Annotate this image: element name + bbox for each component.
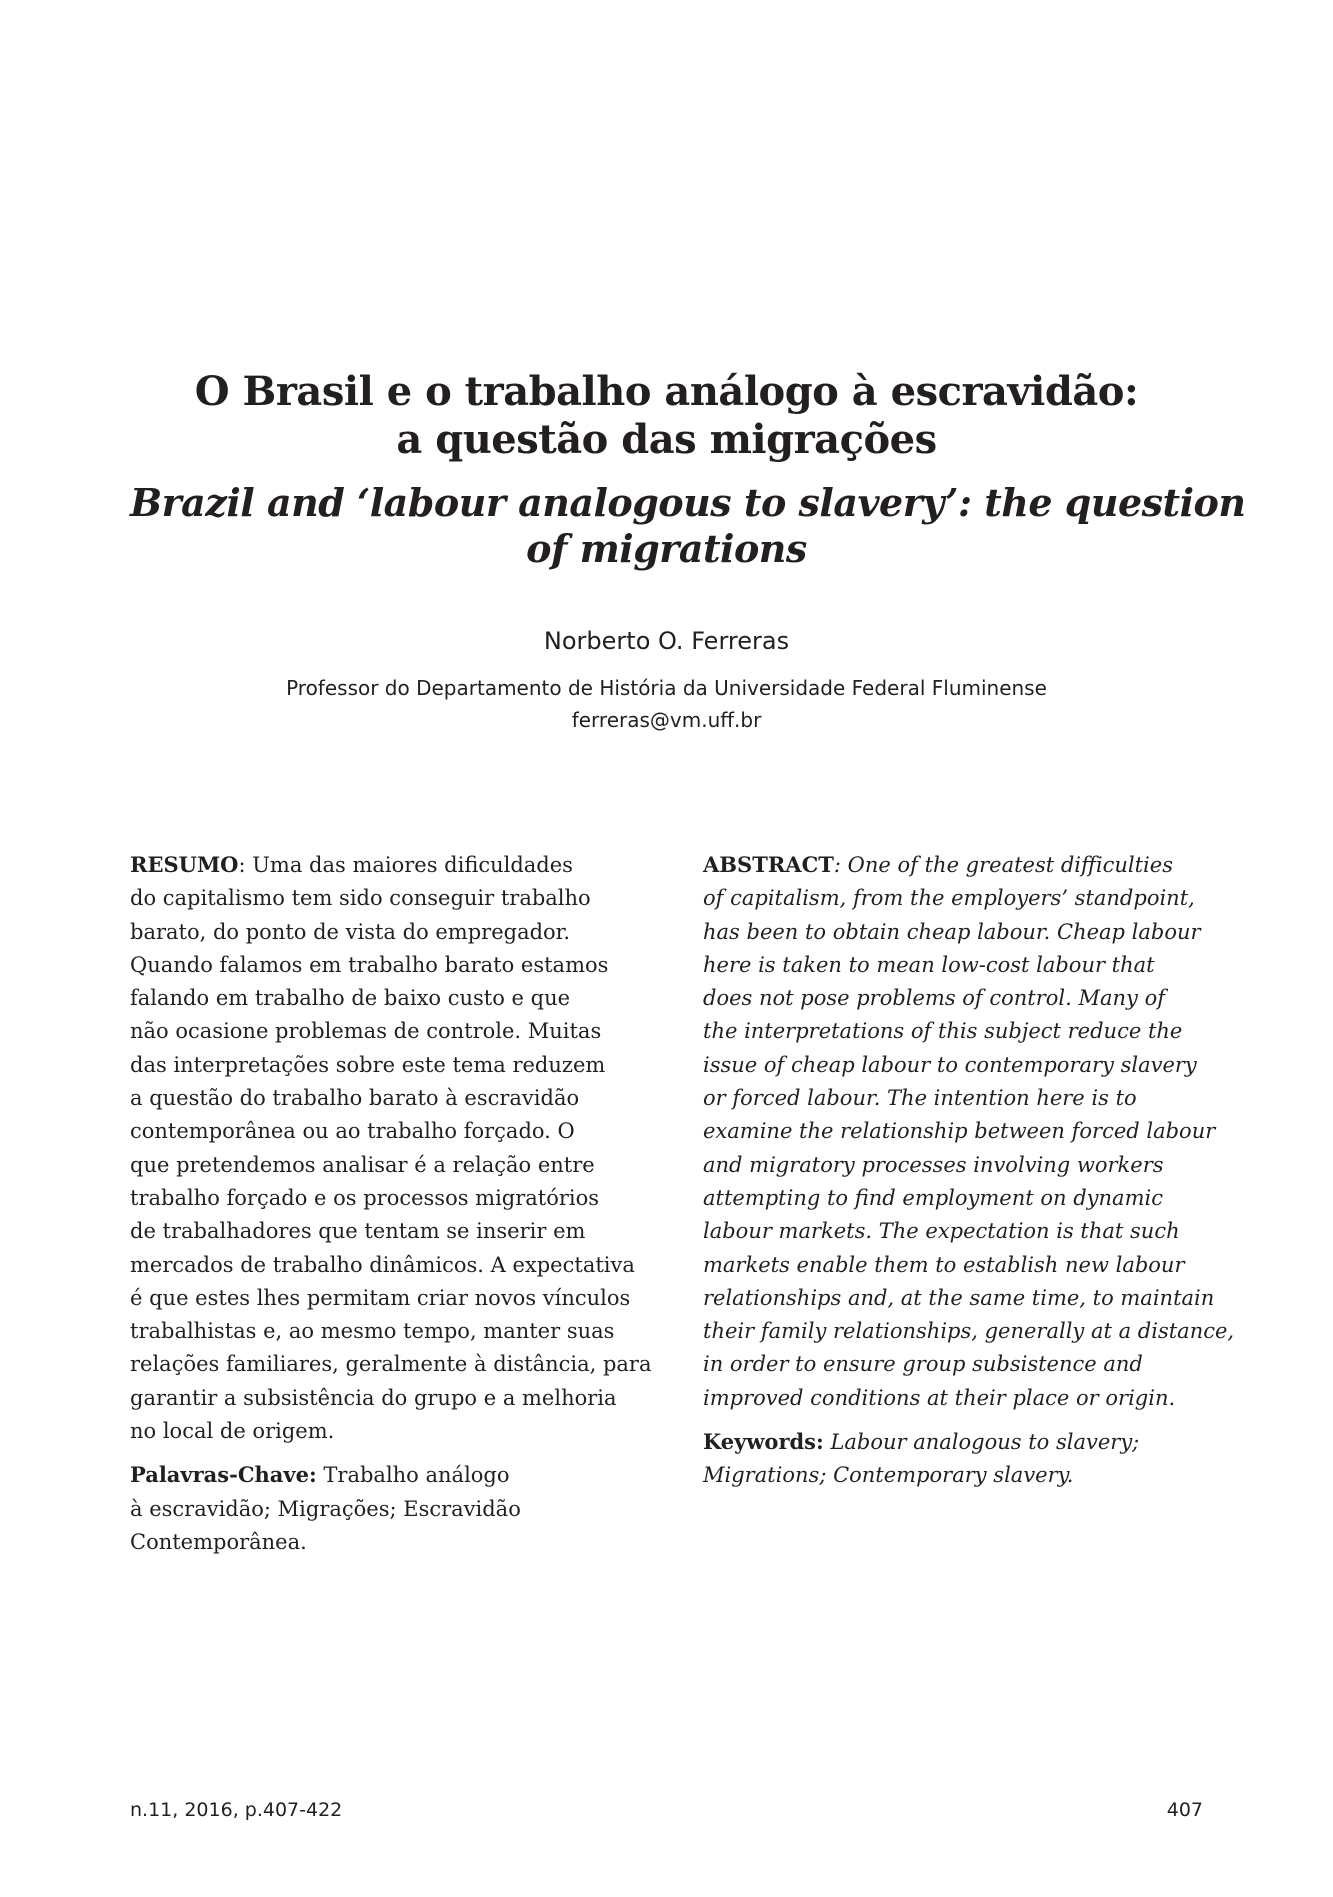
resumo-line: não ocasione problemas de controle. Muitas [130, 1019, 602, 1044]
resumo-keywords-first-line [130, 1458, 640, 1492]
abstract-line: markets enable them to establish new labour [703, 1252, 1185, 1277]
resumo-line: no local de origem. [130, 1419, 335, 1444]
title-pt-line: a questão das migrações [396, 416, 937, 463]
title-block [130, 368, 1246, 572]
title-portuguese [130, 368, 1203, 464]
resumo-line: falando em trabalho de baixo custo e que [130, 986, 571, 1011]
title-pt-line: O Brasil e o trabalho análogo à escravidão: [194, 368, 1139, 415]
abstract-paragraph [703, 848, 1235, 1415]
abstract-line: issue of cheap labour to contemporary slavery [703, 1052, 1197, 1077]
page-number: 407 [1166, 1799, 1203, 1821]
abstract-keywords-first-line [703, 1425, 1223, 1459]
resumo-keywords-text: Trabalho análogo [316, 1463, 510, 1488]
author-affiliation: Professor do Departamento de História da Universidade Federal Fluminense [286, 676, 1047, 700]
footer-citation: n.11, 2016, p.407-422 [130, 1799, 343, 1821]
resumo-column [130, 848, 652, 1559]
abstract-label: ABSTRACT [703, 852, 834, 877]
author-affiliation-block [130, 672, 1203, 736]
resumo-keywords-line: à escravidão; Migrações; Escravidão [130, 1496, 521, 1521]
abstract-line: labour markets. The expectation is that such [703, 1219, 1180, 1244]
abstract-line: relationships and, at the same time, to maintain [703, 1285, 1215, 1310]
abstract-line: and migratory processes involving workers [703, 1152, 1164, 1177]
resumo-line: mercados de trabalho dinâmicos. A expectativa [130, 1252, 635, 1277]
resumo-line: barato, do ponto de vista do empregador. [130, 919, 571, 944]
abstract-line: their family relationships, generally at a distance, [703, 1319, 1235, 1344]
resumo-line: do capitalismo tem sido conseguir trabalho [130, 886, 591, 911]
abstract-line: of capitalism, from the employers’ standpoint, [703, 886, 1195, 911]
abstract-keywords-line: Migrations; Contemporary slavery. [703, 1463, 1074, 1488]
author-name: Norberto O. Ferreras [543, 627, 790, 655]
resumo-line: das interpretações sobre este tema reduzem [130, 1052, 606, 1077]
resumo-line: trabalhistas e, ao mesmo tempo, manter suas [130, 1319, 615, 1344]
abstract-line: in order to ensure group subsistence and [703, 1352, 1143, 1377]
resumo-line: é que estes lhes permitam criar novos vínculos [130, 1285, 631, 1310]
abstract-line: the interpretations of this subject reduce the [703, 1019, 1183, 1044]
resumo-first-line [130, 848, 640, 882]
resumo-line: de trabalhadores que tentam se inserir em [130, 1219, 586, 1244]
resumo-keywords-label: Palavras-Chave: [130, 1462, 317, 1488]
abstract-line: examine the relationship between forced labour [703, 1119, 1216, 1144]
resumo-keywords [130, 1458, 640, 1559]
abstract-line: improved conditions at their place or origin. [703, 1385, 1176, 1410]
resumo-paragraph [130, 848, 652, 1448]
title-en-line: Brazil and ‘labour analogous to slavery’: the question [130, 480, 1246, 525]
abstract-line: has been to obtain cheap labour. Cheap labour [703, 919, 1201, 944]
abstract-keywords [703, 1425, 1223, 1493]
resumo-line: a questão do trabalho barato à escravidão [130, 1086, 580, 1111]
resumo-line: trabalho forçado e os processos migratórios [130, 1185, 600, 1210]
abstract-line: does not pose problems of control. Many of [703, 986, 1165, 1011]
resumo-label: RESUMO [130, 852, 239, 877]
resumo-line: contemporânea ou ao trabalho forçado. O [130, 1119, 575, 1144]
abstract-line: here is taken to mean low-cost labour that [703, 952, 1155, 977]
author-email: ferreras@vm.uff.br [571, 708, 762, 732]
abstract-line: or forced labour. The intention here is to [703, 1086, 1137, 1111]
abstract-column [703, 848, 1235, 1493]
title-english [130, 480, 1246, 572]
resumo-line: Quando falamos em trabalho barato estamos [130, 952, 609, 977]
abstract-keywords-text: Labour analogous to slavery; [823, 1430, 1140, 1455]
resumo-first-line-text: : Uma das maiores dificuldades [238, 853, 573, 877]
resumo-line: relações familiares, geralmente à distância, para [130, 1352, 652, 1377]
title-en-line: of migrations [526, 526, 807, 571]
abstract-line: attempting to find employment on dynamic [703, 1185, 1163, 1210]
resumo-keywords-line: Contemporânea. [130, 1529, 307, 1554]
abstract-keywords-label: Keywords: [703, 1429, 824, 1455]
resumo-line: que pretendemos analisar é a relação entre [130, 1152, 595, 1177]
resumo-line: garantir a subsistência do grupo e a melhoria [130, 1385, 617, 1410]
abstract-first-line-text: : One of the greatest difficulties [833, 853, 1173, 877]
abstract-first-line [703, 848, 1223, 882]
